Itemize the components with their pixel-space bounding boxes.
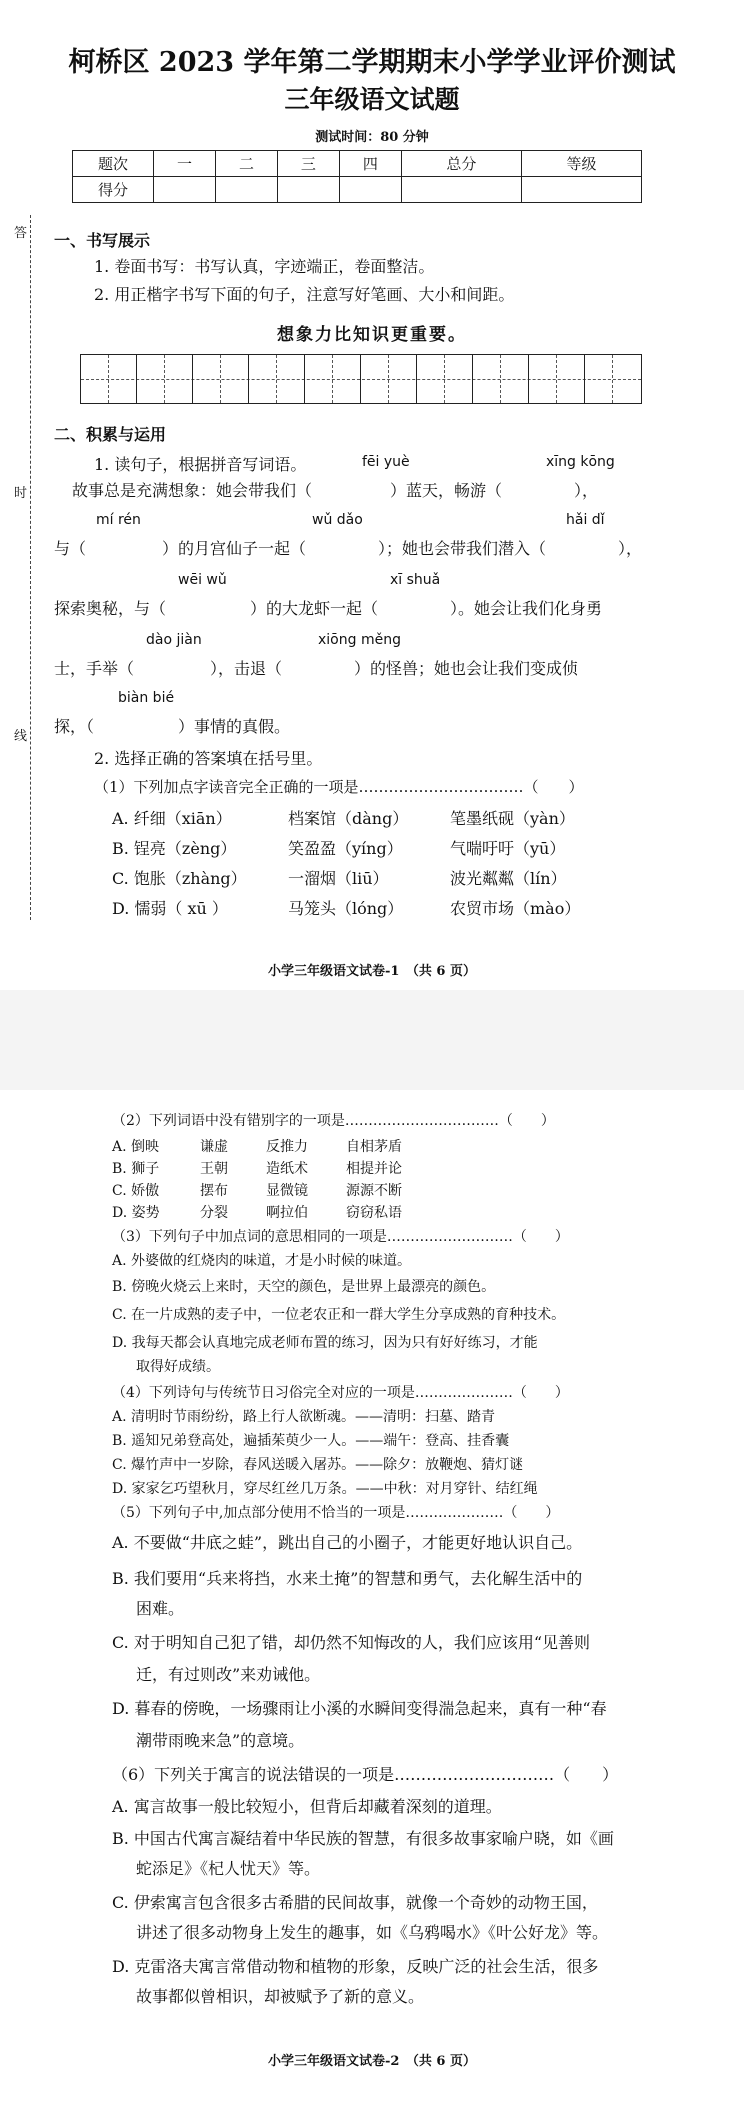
table-cell: 得分: [73, 177, 154, 203]
exam-page-2: [0, 1090, 744, 2104]
option-c[interactable]: C. 娇傲: [112, 1183, 160, 1199]
page-footer: 小学三年级语文试卷-1 （共 6 页）: [267, 964, 477, 979]
question-text: 1. 卷面书写：书写认真，字迹端正，卷面整洁。: [94, 257, 435, 276]
exam-title: 柯桥区 2023 学年第二学期期末小学学业评价测试: [68, 47, 676, 78]
option-word: 反推力: [266, 1139, 308, 1155]
pinyin-label: mí rén: [96, 512, 141, 528]
option-a[interactable]: A. 不要做“井底之蛙”，跳出自己的小圈子，才能更好地认识自己。: [112, 1533, 583, 1552]
exam-subtitle: 三年级语文试题: [284, 85, 460, 114]
option-d-continued: 故事都似曾相识，却被赋予了新的意义。: [136, 1987, 425, 2006]
option-d[interactable]: D. 暮春的傍晚，一场骤雨让小溪的水瞬间变得湍急起来，真有一种“春: [112, 1699, 607, 1718]
side-label: 时: [14, 485, 28, 500]
option-word: 源源不断: [346, 1183, 402, 1199]
option-c-continued: 迁，有过则改”来劝诫他。: [136, 1665, 321, 1684]
side-label: 答: [14, 225, 28, 240]
score-input-cell[interactable]: [401, 177, 521, 203]
question-text: 2. 选择正确的答案填在括号里。: [94, 749, 323, 768]
pinyin-label: xīng kōng: [546, 454, 615, 470]
score-input-cell[interactable]: [521, 177, 641, 203]
option-word: 显微镜: [266, 1183, 308, 1199]
pinyin-label: xiōng měng: [318, 632, 401, 648]
paragraph-line: 探索奥秘，与（ ）的大龙虾一起（ ）。她会让我们化身勇: [54, 599, 603, 618]
grid-cell: [389, 355, 417, 403]
pinyin-label: fēi yuè: [362, 454, 410, 470]
table-cell: 四: [339, 151, 401, 177]
table-cell: 等级: [521, 151, 641, 177]
option-b[interactable]: B. 狮子: [112, 1161, 160, 1177]
option-c-word: 波光粼粼（lín）: [450, 869, 567, 888]
grid-cell: [221, 355, 249, 403]
option-d[interactable]: D. 家家乞巧望秋月，穿尽红丝几万条。——中秋：对月穿针、结红绳: [112, 1481, 538, 1497]
option-c[interactable]: C. 对于明知自己犯了错，却仍然不知悔改的人，我们应该用“见善则: [112, 1633, 591, 1652]
pinyin-label: wēi wǔ: [178, 572, 227, 588]
option-word: 摆布: [200, 1183, 228, 1199]
option-d[interactable]: D. 我每天都会认真地完成老师布置的练习，因为只有好好练习，才能: [112, 1335, 538, 1351]
question-text: 1. 读句子，根据拼音写词语。: [94, 455, 307, 474]
score-input-cell[interactable]: [339, 177, 401, 203]
question-text: （4）下列诗句与传统节日习俗完全对应的一项是…………………（ ）: [112, 1385, 569, 1401]
option-word: 王朝: [200, 1161, 228, 1177]
pinyin-label: dào jiàn: [146, 632, 202, 648]
grid-cell: [529, 355, 557, 403]
paragraph-line: 士，手举（ ），击退（ ）的怪兽；她也会让我们变成侦: [54, 659, 579, 678]
pinyin-label: hǎi dǐ: [566, 512, 605, 528]
option-d-word: 马笼头（lóng）: [288, 899, 404, 918]
option-b-continued: 困难。: [136, 1599, 185, 1618]
grid-cell: [501, 355, 529, 403]
option-a-word: 笔墨纸砚（yàn）: [450, 809, 575, 828]
grid-cell: [277, 355, 305, 403]
score-table-score-row: [73, 177, 642, 203]
option-b[interactable]: B. 中国古代寓言凝结着中华民族的智慧，有很多故事家喻户晓，如《画: [112, 1829, 614, 1848]
score-table: [72, 150, 642, 203]
option-b-word: 笑盈盈（yíng）: [288, 839, 403, 858]
grid-cell: [109, 355, 137, 403]
option-d-continued: 取得好成绩。: [136, 1359, 220, 1375]
option-c[interactable]: C. 爆竹声中一岁除，春风送暖入屠苏。——除夕：放鞭炮、猜灯谜: [112, 1457, 524, 1473]
option-a[interactable]: A. 寓言故事一般比较短小，但背后却藏着深刻的道理。: [112, 1797, 502, 1816]
grid-cell: [249, 355, 277, 403]
page-gap: [0, 990, 744, 1090]
score-input-cell[interactable]: [154, 177, 216, 203]
question-text: （5）下列句子中,加点部分使用不恰当的一项是…………………（ ）: [112, 1505, 560, 1521]
option-d[interactable]: D. 懦弱（ xū ）: [112, 899, 228, 918]
option-word: 谦虚: [200, 1139, 228, 1155]
option-a[interactable]: A. 倒映: [112, 1139, 160, 1155]
option-b[interactable]: B. 傍晚火烧云上来时，天空的颜色，是世界上最漂亮的颜色。: [112, 1279, 496, 1295]
question-text: 2. 用正楷字书写下面的句子，注意写好笔画、大小和间距。: [94, 285, 515, 304]
pinyin-label: biàn bié: [118, 690, 175, 706]
question-text: （3）下列句子中加点词的意思相同的一项是………………………（ ）: [112, 1229, 569, 1245]
grid-cell: [445, 355, 473, 403]
option-word: 造纸术: [266, 1161, 308, 1177]
option-d-word: 农贸市场（mào）: [450, 899, 581, 918]
grid-cell: [473, 355, 501, 403]
writing-grid[interactable]: [80, 354, 642, 404]
option-b[interactable]: B. 遥知兄弟登高处，遍插茱萸少一人。——端午：登高、挂香囊: [112, 1433, 510, 1449]
grid-cell: [585, 355, 613, 403]
option-c-word: 一溜烟（liū）: [288, 869, 389, 888]
option-c[interactable]: C. 在一片成熟的麦子中，一位老农正和一群大学生分享成熟的育种技术。: [112, 1307, 566, 1323]
option-a[interactable]: A. 清明时节雨纷纷，路上行人欲断魂。——清明：扫墓、踏青: [112, 1409, 496, 1425]
option-b-word: 气喘吁吁（yū）: [450, 839, 566, 858]
table-cell: 三: [277, 151, 339, 177]
score-table-header-row: [73, 151, 642, 177]
grid-cell: [557, 355, 585, 403]
option-d[interactable]: D. 姿势: [112, 1205, 160, 1221]
grid-cell: [81, 355, 109, 403]
option-c[interactable]: C. 伊索寓言包含很多古希腊的民间故事，就像一个奇妙的动物王国，: [112, 1893, 598, 1912]
pinyin-label: xī shuǎ: [390, 572, 441, 588]
score-input-cell[interactable]: [215, 177, 277, 203]
option-d-continued: 潮带雨晚来急”的意境。: [136, 1731, 305, 1750]
table-cell: 二: [215, 151, 277, 177]
option-word: 自相茅盾: [346, 1139, 402, 1155]
side-label: 线: [14, 728, 28, 743]
option-word: 相提并论: [346, 1161, 402, 1177]
score-input-cell[interactable]: [277, 177, 339, 203]
grid-cell: [193, 355, 221, 403]
grid-cell: [305, 355, 333, 403]
option-d[interactable]: D. 克雷洛夫寓言常借动物和植物的形象，反映广泛的社会生活，很多: [112, 1957, 599, 1976]
grid-cell: [361, 355, 389, 403]
option-word: 分裂: [200, 1205, 228, 1221]
option-a-word: 档案馆（dàng）: [288, 809, 409, 828]
grid-cell: [333, 355, 361, 403]
grid-cell: [165, 355, 193, 403]
exam-time: 测试时间：80 分钟: [315, 130, 429, 145]
option-b[interactable]: B. 我们要用“兵来将挡，水来土掩”的智慧和勇气，去化解生活中的: [112, 1569, 583, 1588]
table-cell: 一: [154, 151, 216, 177]
option-b-continued: 蛇添足》《杞人忧天》等。: [136, 1859, 321, 1878]
option-c-continued: 讲述了很多动物身上发生的趣事，如《乌鸦喝水》《叶公好龙》等。: [136, 1923, 609, 1942]
option-word: 窃窃私语: [346, 1205, 402, 1221]
option-a[interactable]: A. 纤细（xiān）: [112, 809, 232, 828]
option-c[interactable]: C. 饱胀（zhàng）: [112, 869, 247, 888]
paragraph-line: 故事总是充满想象：她会带我们（ ）蓝天，畅游（ ），: [72, 481, 599, 500]
exam-page-1: [0, 0, 744, 990]
option-word: 啊拉伯: [266, 1205, 308, 1221]
paragraph-line: 与（ ）的月宫仙子一起（ ）；她也会带我们潜入（ ），: [54, 539, 643, 558]
question-text: （6）下列关于寓言的说法错误的一项是…………………………（ ）: [112, 1765, 619, 1784]
pinyin-label: wǔ dǎo: [312, 512, 363, 528]
section-heading: 二、积累与运用: [54, 425, 167, 444]
option-b[interactable]: B. 锃亮（zèng）: [112, 839, 237, 858]
question-text: （2）下列词语中没有错别字的一项是……………………………（ ）: [112, 1113, 555, 1129]
writing-sentence: 想象力比知识更重要。: [277, 325, 467, 345]
table-cell: 题次: [73, 151, 154, 177]
option-a[interactable]: A. 外婆做的红烧肉的味道，才是小时候的味道。: [112, 1253, 412, 1269]
section-heading: 一、书写展示: [54, 231, 151, 250]
grid-cell: [137, 355, 165, 403]
question-text: （1）下列加点字读音完全正确的一项是……………………………（ ）: [94, 778, 584, 796]
table-cell: 总分: [401, 151, 521, 177]
page-footer: 小学三年级语文试卷-2 （共 6 页）: [267, 2054, 477, 2069]
paragraph-line: 探，（ ）事情的真假。: [54, 717, 291, 736]
grid-cell: [417, 355, 445, 403]
